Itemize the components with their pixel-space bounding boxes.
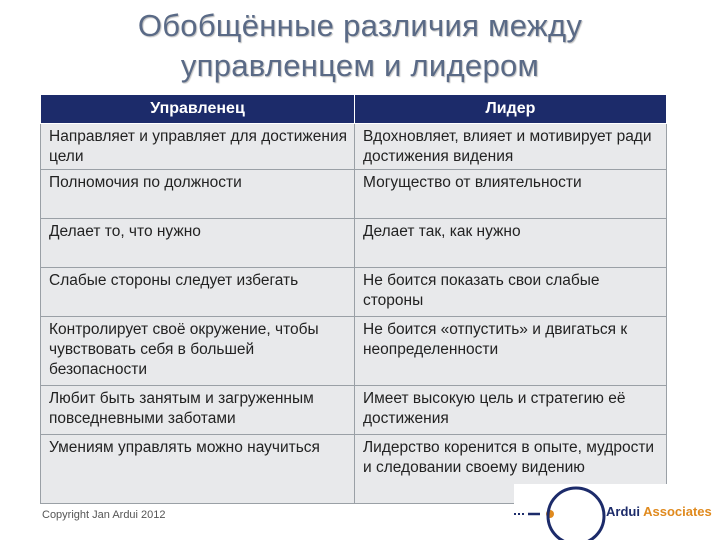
logo-text [606, 504, 712, 519]
leader-cell: Делает так, как нужно [355, 219, 667, 268]
logo-name: Ardui [606, 504, 640, 519]
manager-cell: Слабые стороны следует избегать [41, 268, 355, 317]
leader-cell: Лидерство коренится в опыте, мудрости и следовании своему видению [355, 435, 667, 504]
table-row [41, 170, 667, 219]
table-header-row [41, 95, 667, 124]
title-line-2: управленцем и лидером [180, 48, 540, 83]
company-logo [514, 484, 720, 540]
table-row [41, 386, 667, 435]
leader-cell: Могущество от влиятельности [355, 170, 667, 219]
comparison-table [40, 94, 667, 504]
header-leader: Лидер [355, 95, 667, 124]
leader-cell: Вдохновляет, влияет и мотивирует ради достижения видения [355, 124, 667, 170]
manager-cell: Любит быть занятым и загруженным повседневными заботами [41, 386, 355, 435]
leader-cell: Не боится показать свои слабые стороны [355, 268, 667, 317]
leader-cell: Имеет высокую цель и стратегию её достижения [355, 386, 667, 435]
manager-cell: Направляет и управляет для достижения цели [41, 124, 355, 170]
manager-cell: Умениям управлять можно научиться [41, 435, 355, 504]
table-row [41, 268, 667, 317]
title-line-1: Обобщённые различия между [137, 8, 583, 43]
page-title [0, 6, 720, 86]
logo-suffix: Associates [643, 504, 712, 519]
manager-cell: Полномочия по должности [41, 170, 355, 219]
header-manager: Управленец [41, 95, 355, 124]
logo-emblem-icon [514, 484, 606, 540]
manager-cell: Делает то, что нужно [41, 219, 355, 268]
manager-cell: Контролирует своё окружение, чтобы чувствовать себя в большей безопасности [41, 317, 355, 386]
table-row [41, 219, 667, 268]
table-row [41, 317, 667, 386]
table-row [41, 124, 667, 170]
copyright-text: Copyright Jan Ardui 2012 [42, 509, 166, 521]
leader-cell: Не боится «отпустить» и двигаться к неопределенности [355, 317, 667, 386]
